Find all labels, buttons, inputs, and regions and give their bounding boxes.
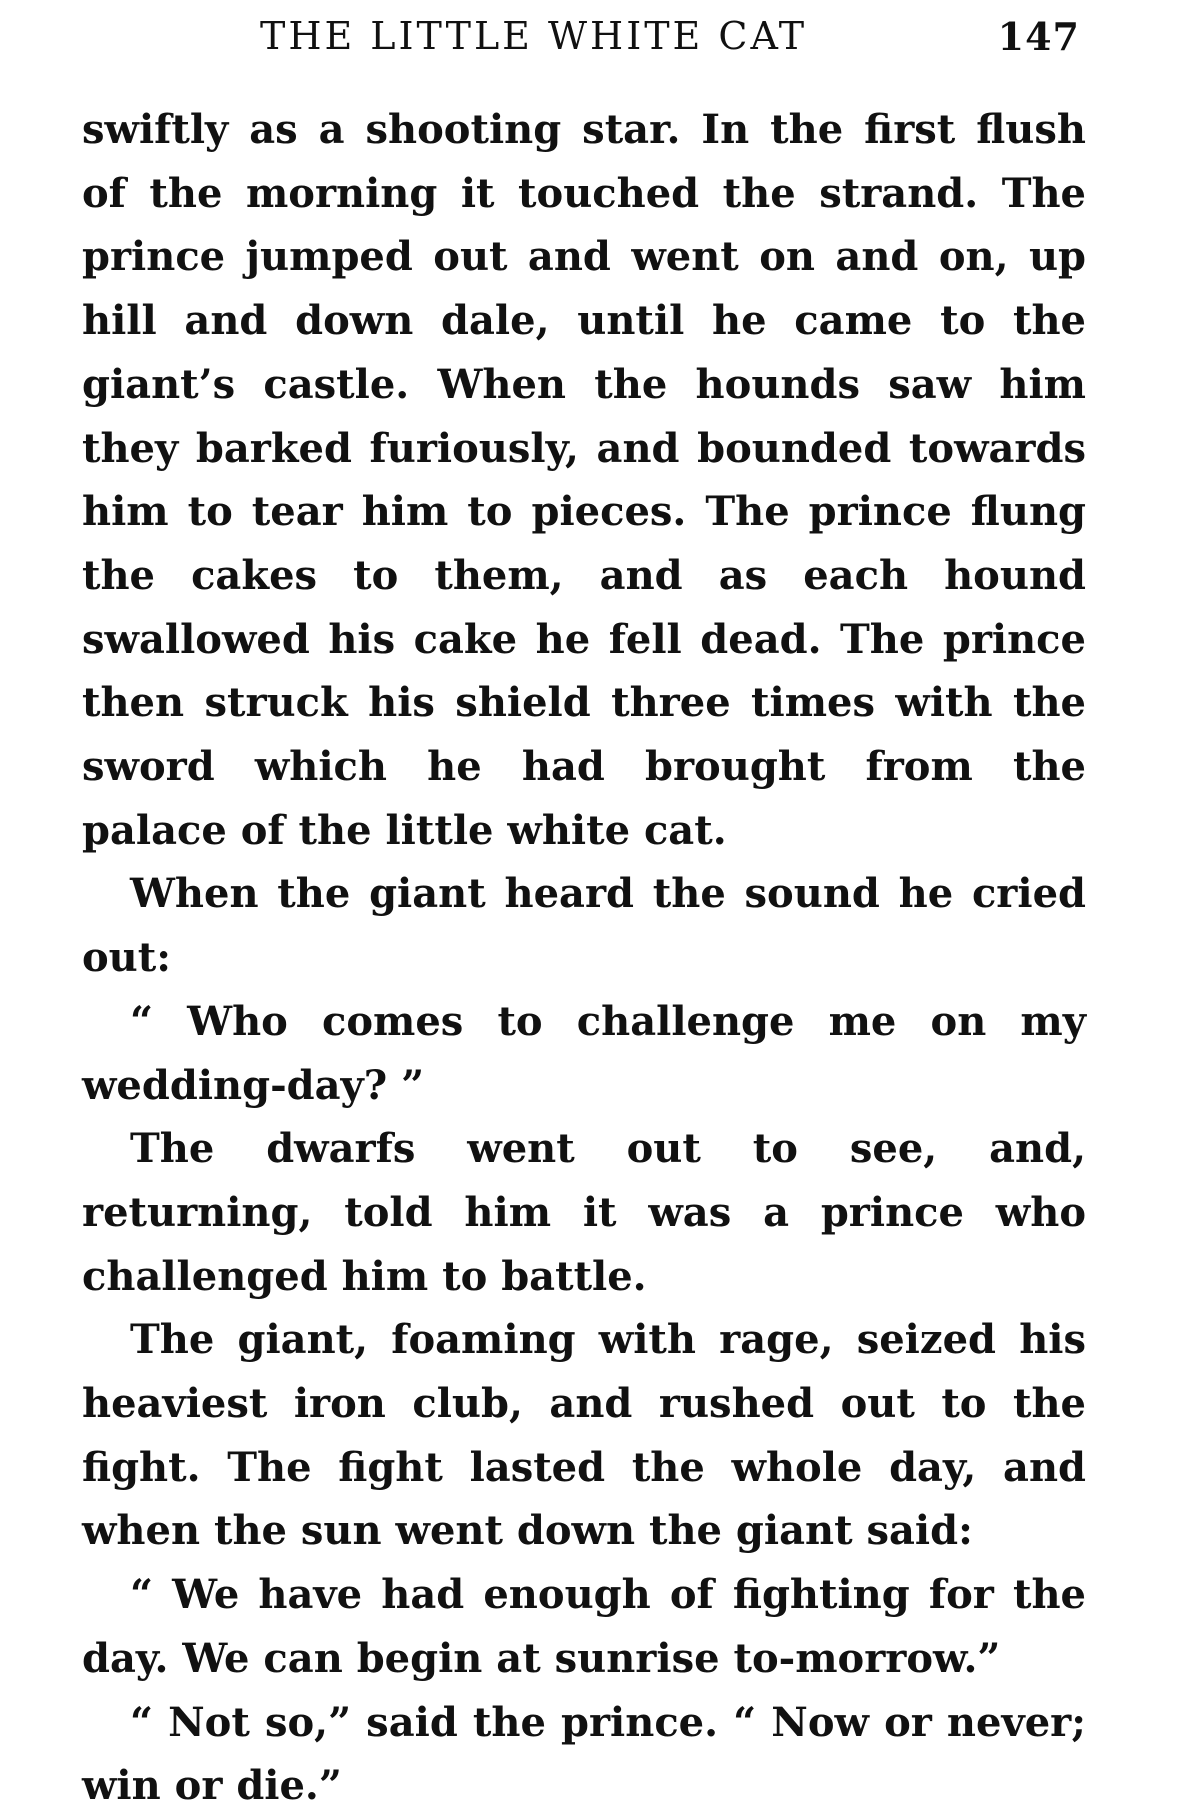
paragraph: When the giant heard the sound he cried out:: [82, 870, 1086, 982]
paragraph: The giant, foaming with rage, seized his heaviest iron club, and rushed out to the fight. The fight lasted the whole day, and when the sun went down the giant said:: [82, 1316, 1086, 1555]
running-header: [260, 14, 1080, 70]
paragraph-continued: swiftly as a shooting star. In the first flush of the morning it touched the strand. The prince jumped out and went on and on, up hill and down dale, until he came to the giant’s castle. When the hounds saw him they barked furiously, and bounded towards him to tear him to pieces. The prince flung the cakes to them, and as each hound swallowed his cake he fell dead. The prince then struck his shield three times with the sword which he had brought from the palace of the little white cat.: [82, 106, 1086, 854]
paragraph-quote: “ Not so,” said the prince. “ Now or never; win or die.”: [82, 1698, 1086, 1810]
paragraph: The dwarfs went out to see, and, returning, told him it was a prince who challenged him to battle.: [82, 1125, 1086, 1300]
body-text: [82, 98, 1086, 1818]
paragraph-quote: “ We have had enough of fighting for the day. We can begin at sunrise to-morrow.”: [82, 1571, 1086, 1682]
page-number: 147: [997, 14, 1080, 59]
paragraph-quote: “ Who comes to challenge me on my wedding-day? ”: [82, 997, 1086, 1109]
running-title: THE LITTLE WHITE CAT: [260, 14, 808, 58]
